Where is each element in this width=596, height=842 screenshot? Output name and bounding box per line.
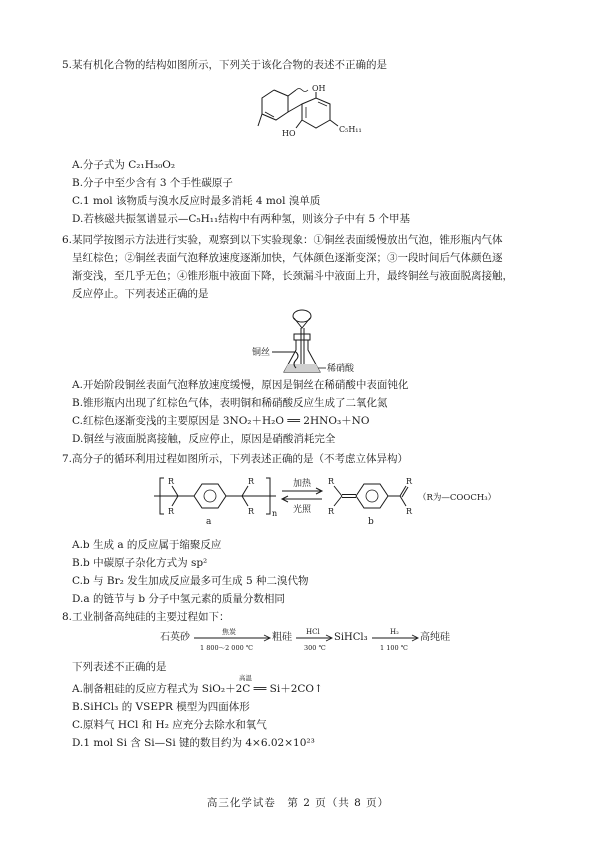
q8-option-a-text: A.制备粗硅的反应方程式为 SiO₂＋2C ══ Si＋2CO↑ [72, 683, 323, 695]
q6-option-d: D.铜丝与液面脱离接触，反应停止，原因是硝酸消耗完全 [72, 433, 336, 445]
fig-label-copper-wire: 铜丝 [252, 348, 271, 358]
struct-label-ho: HO [282, 129, 296, 138]
fig-condition-heat: 加热 [293, 479, 312, 489]
q5-structure-diagram [240, 82, 400, 152]
process-step-pure-si: 高纯硅 [420, 632, 450, 643]
fig-r-1: R [168, 477, 175, 486]
fig-r-2: R [168, 507, 175, 516]
q6-stem-line-1: 6.某同学按图示方法进行实验，观察到以下实验现象：①铜丝表面缓慢放出气泡，锥形瓶内气体 [62, 234, 503, 246]
process-cond-2-top: HCl [306, 628, 320, 636]
process-cond-1-bottom: 1 800～2 000 ℃ [200, 644, 254, 652]
process-step-sihcl3: SiHCl₃ [334, 632, 368, 643]
fig-condition-light: 光照 [293, 505, 312, 515]
q8-option-d: D.1 mol Si 含 Si—Si 键的数目约为 4×6.02×10²³ [72, 737, 315, 749]
q8-prompt: 下列表述不正确的是 [72, 661, 167, 673]
q7-option-a: A.b 生成 a 的反应属于缩聚反应 [72, 539, 222, 551]
process-cond-1-top: 焦炭 [222, 628, 236, 636]
fig-r-6: R [328, 507, 335, 516]
q8-stem: 8.工业制备高纯硅的主要过程如下： [62, 611, 230, 623]
q7-stem: 7.高分子的循环利用过程如图所示，下列表述正确的是（不考虑立体异构） [62, 453, 409, 465]
fig-label-dilute-nitric-acid: 稀硝酸 [327, 364, 355, 374]
fig-label-b: b [368, 517, 374, 527]
q8-option-a [72, 682, 323, 696]
q7-option-b: B.b 中碳原子杂化方式为 sp² [72, 557, 208, 569]
q7-option-c: C.b 与 Br₂ 发生加成反应最多可生成 5 种二溴代物 [72, 575, 309, 587]
q5-option-d: D.若核磁共振氢谱显示—C₅H₁₁结构中有两种氢，则该分子中有 5 个甲基 [72, 213, 411, 225]
q5-option-a: A.分子式为 C₂₁H₃₀O₂ [72, 159, 176, 171]
struct-label-pentyl: C₅H₁₁ [339, 125, 362, 134]
q8-process-flow [160, 624, 460, 656]
process-step-quartz-sand: 石英砂 [160, 632, 190, 643]
q6-option-c: C.红棕色逐渐变浅的主要原因是 3NO₂＋H₂O ══ 2HNO₃＋NO [72, 415, 370, 427]
process-cond-2-bottom: 300 ℃ [304, 644, 326, 652]
page-footer: 高三化学试卷 第 2 页（共 8 页） [206, 797, 390, 809]
q6-apparatus-diagram [252, 306, 372, 378]
q8-option-a-condition: 高温 [239, 674, 252, 682]
q8-option-c: C.原料气 HCl 和 H₂ 应充分去除水和氧气 [72, 719, 267, 731]
fig-r-5: R [328, 477, 335, 486]
fig-label-a: a [206, 517, 212, 527]
fig-r-7: R [406, 477, 413, 486]
struct-label-oh: OH [312, 84, 326, 93]
q7-option-d: D.a 的链节与 b 分子中氢元素的质量分数相同 [72, 593, 285, 605]
q6-stem-line-2: 呈红棕色；②铜丝表面气泡释放速度逐渐加快，气体颜色逐渐变深；③一段时间后气体颜色逐 [72, 252, 503, 264]
q6-option-a: A.开始阶段铜丝表面气泡释放速度缓慢，原因是铜丝在稀硝酸中表面钝化 [72, 379, 409, 391]
q5-option-b: B.分子中至少含有 3 个手性碳原子 [72, 177, 233, 189]
process-cond-3-bottom: 1 100 ℃ [380, 644, 408, 652]
fig-r-8: R [406, 507, 413, 516]
q6-stem-line-4: 反应停止。下列表述正确的是 [72, 288, 209, 300]
q6-option-b: B.锥形瓶内出现了红棕色气体，表明铜和稀硝酸反应生成了二氧化氮 [72, 397, 388, 409]
q7-polymer-cycle-diagram [150, 470, 510, 530]
q6-stem-line-3: 渐变浅，至几乎无色；④锥形瓶中液面下降，长颈漏斗中液面上升，最终铜丝与液面脱离接触， [72, 270, 513, 282]
process-cond-3-top: H₂ [390, 628, 399, 636]
q8-option-b: B.SiHCl₃ 的 VSEPR 模型为四面体形 [72, 701, 250, 713]
fig-r-4: R [248, 507, 255, 516]
q5-stem: 5.某有机化合物的结构如图所示，下列关于该化合物的表述不正确的是 [62, 59, 388, 71]
q5-option-c: C.1 mol 该物质与溴水反应时最多消耗 4 mol 溴单质 [72, 195, 321, 207]
fig-r-definition: （R为—COOCH₃） [418, 493, 497, 503]
process-step-crude-si: 粗硅 [272, 632, 292, 643]
fig-subscript-n: n [272, 509, 278, 518]
fig-r-3: R [248, 477, 255, 486]
